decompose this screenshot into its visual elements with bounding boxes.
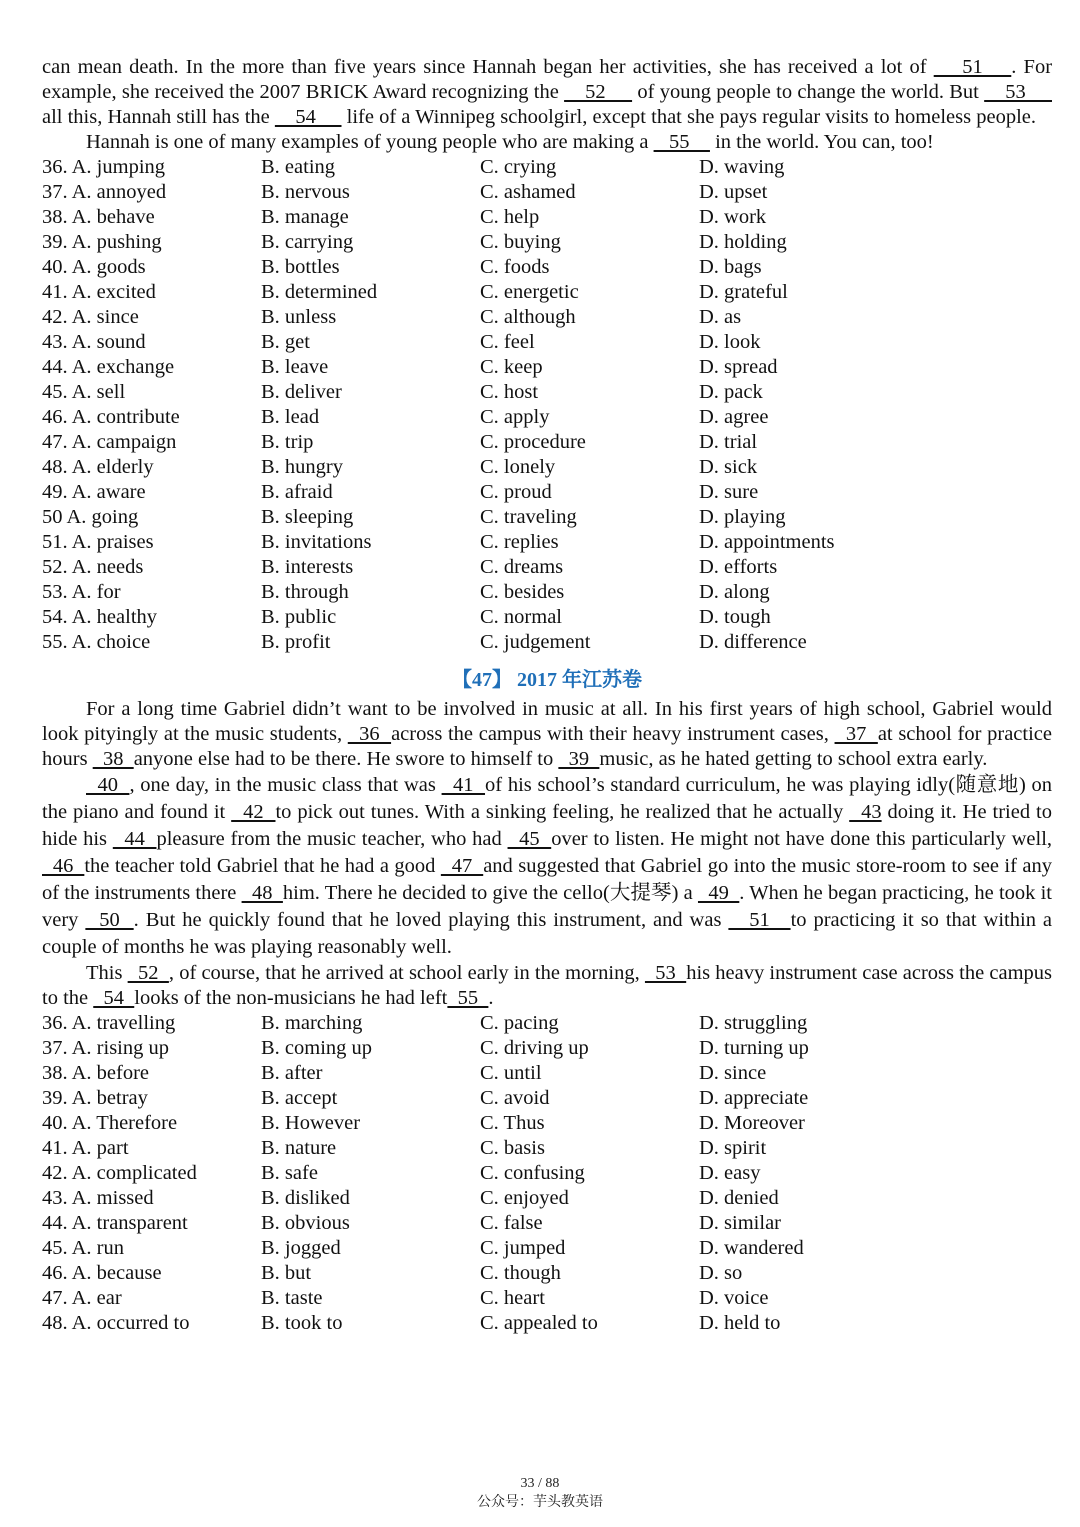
passage-text: . When he began practicing, he took it very xyxy=(42,882,1052,931)
option-b: B. unless xyxy=(261,306,337,328)
section-heading: 【47】 2017 年江苏卷 xyxy=(452,669,642,691)
option-b: B. sleeping xyxy=(261,506,354,528)
option-row xyxy=(42,505,1052,530)
option-c: C. lonely xyxy=(480,456,556,478)
option-b: B. accept xyxy=(261,1087,338,1109)
option-d: D. tough xyxy=(699,606,771,628)
option-row xyxy=(42,630,1052,655)
option-b: B. manage xyxy=(261,206,349,228)
option-a: 49. A. aware xyxy=(42,481,146,503)
answer-blank: 45 xyxy=(507,828,552,850)
option-c: C. pacing xyxy=(480,1012,559,1034)
option-c: C. host xyxy=(480,381,539,403)
passage-text: and suggested that Gabriel go into the music store-room to see if any of the instruments there xyxy=(42,855,1052,904)
option-row xyxy=(42,405,1052,430)
passage2-paragraph-2 xyxy=(42,772,1052,961)
option-c: C. proud xyxy=(480,481,552,503)
answer-blank: 38 xyxy=(92,748,134,770)
option-b: B. interests xyxy=(261,556,354,578)
option-b: B. through xyxy=(261,581,349,603)
option-d: D. waving xyxy=(699,156,785,178)
option-b: B. coming up xyxy=(261,1037,373,1059)
passage-text: doing it. He tried to hide his xyxy=(42,801,1052,850)
footer-source: 公众号：芋头教英语 xyxy=(477,1495,603,1510)
option-a: 47. A. campaign xyxy=(42,431,177,453)
option-row xyxy=(42,1161,1052,1186)
option-c: C. traveling xyxy=(480,506,577,528)
passage2-options xyxy=(42,1011,1052,1336)
option-row xyxy=(42,355,1052,380)
option-b: B. nature xyxy=(261,1137,337,1159)
option-c: C. crying xyxy=(480,156,557,178)
option-row xyxy=(42,1086,1052,1111)
option-d: D. work xyxy=(699,206,767,228)
option-c: C. although xyxy=(480,306,576,328)
option-row xyxy=(42,1286,1052,1311)
option-row xyxy=(42,305,1052,330)
option-d: D. efforts xyxy=(699,556,778,578)
option-a: 44. A. exchange xyxy=(42,356,175,378)
option-d: D. playing xyxy=(699,506,786,528)
passage-text: to practicing it so that within a couple of months he was playing reasonably well. xyxy=(42,909,1052,958)
option-b: B. but xyxy=(261,1262,312,1284)
option-c: C. ashamed xyxy=(480,181,576,203)
passage-text: . xyxy=(488,987,494,1009)
option-row xyxy=(42,555,1052,580)
option-a: 48. A. elderly xyxy=(42,456,154,478)
option-b: B. nervous xyxy=(261,181,350,203)
option-d: D. turning up xyxy=(699,1037,809,1059)
passage-text: across the campus with their heavy instrument cases, xyxy=(391,723,835,745)
option-row xyxy=(42,380,1052,405)
option-d: D. denied xyxy=(699,1187,779,1209)
passage-text: . For example, she received the 2007 BRICK Award recognizing the xyxy=(42,56,1053,103)
option-b: B. took to xyxy=(261,1312,343,1334)
passage-text: in the world. You can, too! xyxy=(709,131,934,153)
option-c: C. basis xyxy=(480,1137,545,1159)
option-d: D. similar xyxy=(699,1212,781,1234)
option-b: B. determined xyxy=(261,281,378,303)
option-d: D. difference xyxy=(699,631,807,653)
option-a: 54. A. healthy xyxy=(42,606,158,628)
option-b: B. leave xyxy=(261,356,329,378)
option-d: D. sure xyxy=(699,481,759,503)
option-row xyxy=(42,255,1052,280)
option-c: C. heart xyxy=(480,1287,545,1309)
option-c: C. though xyxy=(480,1262,561,1284)
option-c: C. false xyxy=(480,1212,543,1234)
passage-text: over to listen. He might not have done this particularly well, xyxy=(551,828,1053,850)
option-a: 50 A. going xyxy=(42,506,139,528)
option-c: C. Thus xyxy=(480,1112,545,1134)
answer-blank: 52 xyxy=(127,962,169,984)
option-b: B. profit xyxy=(261,631,331,653)
option-row xyxy=(42,205,1052,230)
option-d: D. grateful xyxy=(699,281,788,303)
option-b: B. taste xyxy=(261,1287,323,1309)
answer-blank: 51 xyxy=(728,909,791,931)
option-row xyxy=(42,1211,1052,1236)
option-d: D. wandered xyxy=(699,1237,804,1259)
option-c: C. keep xyxy=(480,356,543,378)
option-a: 43. A. missed xyxy=(42,1187,154,1209)
passage2-paragraph-1 xyxy=(42,697,1052,772)
option-d: D. along xyxy=(699,581,770,603)
option-b: B. disliked xyxy=(261,1187,350,1209)
option-a: 36. A. travelling xyxy=(42,1012,176,1034)
option-b: B. marching xyxy=(261,1012,363,1034)
answer-blank: 44 xyxy=(112,828,157,850)
passage-text: his heavy instrument case across the campus to the xyxy=(42,962,1053,1009)
option-b: B. invitations xyxy=(261,531,372,553)
option-a: 36. A. jumping xyxy=(42,156,166,178)
option-d: D. appointments xyxy=(699,531,835,553)
option-c: C. replies xyxy=(480,531,559,553)
answer-blank: 49 xyxy=(697,882,740,904)
option-b: B. after xyxy=(261,1062,323,1084)
passage-text: life of a Winnipeg schoolgirl, except that she pays regular visits to homeless people. xyxy=(341,106,1036,128)
option-c: C. buying xyxy=(480,231,561,253)
option-a: 37. A. rising up xyxy=(42,1037,169,1059)
option-b: B. safe xyxy=(261,1162,318,1184)
answer-blank: 36 xyxy=(347,723,392,745)
option-a: 44. A. transparent xyxy=(42,1212,188,1234)
answer-blank: 53 xyxy=(984,81,1052,103)
option-a: 38. A. behave xyxy=(42,206,155,228)
option-row xyxy=(42,580,1052,605)
passage-text: This xyxy=(86,962,128,984)
passage-text: all this, Hannah still has the xyxy=(42,106,275,128)
answer-blank: 39 xyxy=(558,748,600,770)
option-a: 38. A. before xyxy=(42,1062,150,1084)
option-d: D. so xyxy=(699,1262,743,1284)
answer-blank: 47 xyxy=(440,855,484,877)
option-c: C. judgement xyxy=(480,631,591,653)
option-a: 39. A. betray xyxy=(42,1087,148,1109)
passage-text: . But he quickly found that he loved playing this instrument, and was xyxy=(133,909,729,931)
option-row xyxy=(42,1111,1052,1136)
answer-blank: 41 xyxy=(441,774,486,796)
option-b: B. lead xyxy=(261,406,320,428)
option-a: 47. A. ear xyxy=(42,1287,122,1309)
option-c: C. help xyxy=(480,206,540,228)
option-c: C. besides xyxy=(480,581,565,603)
answer-blank: 53 xyxy=(644,962,687,984)
option-c: C. enjoyed xyxy=(480,1187,569,1209)
answer-blank: 55 xyxy=(653,131,710,153)
option-a: 55. A. choice xyxy=(42,631,151,653)
option-a: 40. A. goods xyxy=(42,256,146,278)
answer-blank: 54 xyxy=(274,106,342,128)
option-row xyxy=(42,1136,1052,1161)
option-b: B. jogged xyxy=(261,1237,341,1259)
option-b: B. However xyxy=(261,1112,361,1134)
option-a: 45. A. sell xyxy=(42,381,126,403)
option-c: C. energetic xyxy=(480,281,579,303)
answer-blank: 50 xyxy=(85,909,134,931)
passage1-options xyxy=(42,155,1052,655)
option-a: 42. A. complicated xyxy=(42,1162,197,1184)
option-d: D. struggling xyxy=(699,1012,808,1034)
option-b: B. get xyxy=(261,331,310,353)
option-row xyxy=(42,155,1052,180)
option-d: D. spirit xyxy=(699,1137,767,1159)
option-row xyxy=(42,1236,1052,1261)
passage-text: can mean death. In the more than five years since Hannah began her activities, she has received a lot of xyxy=(42,56,934,78)
option-b: B. trip xyxy=(261,431,314,453)
option-d: D. upset xyxy=(699,181,768,203)
option-row xyxy=(42,455,1052,480)
answer-blank: 40 xyxy=(86,774,130,796)
option-a: 46. A. contribute xyxy=(42,406,180,428)
option-b: B. hungry xyxy=(261,456,343,478)
answer-blank: 46 xyxy=(42,855,85,877)
option-row xyxy=(42,180,1052,205)
answer-blank: 37 xyxy=(834,723,878,745)
option-d: D. voice xyxy=(699,1287,769,1309)
passage-text: , of course, that he arrived at school early in the morning, xyxy=(168,962,645,984)
option-d: D. spread xyxy=(699,356,778,378)
option-b: B. bottles xyxy=(261,256,340,278)
option-b: B. obvious xyxy=(261,1212,350,1234)
option-c: C. driving up xyxy=(480,1037,589,1059)
option-c: C. avoid xyxy=(480,1087,550,1109)
passage-text: looks of the non-musicians he had left xyxy=(134,987,448,1009)
passage1-paragraph-2 xyxy=(42,130,1052,155)
passage-text: For a long time Gabriel didn’t want to be involved in music at all. In his first years of high school, Gabriel would look pityingly at the music students, xyxy=(42,698,1052,745)
option-b: B. afraid xyxy=(261,481,333,503)
passage-text: anyone else had to be there. He swore to himself to xyxy=(133,748,559,770)
option-d: D. Moreover xyxy=(699,1112,805,1134)
passage-text: to pick out tunes. With a sinking feeling, he realized that he actually xyxy=(275,801,850,823)
passage-text: Hannah is one of many examples of young people who are making a xyxy=(86,131,654,153)
passage-text: of young people to change the world. But xyxy=(632,81,985,103)
answer-blank: 54 xyxy=(93,987,135,1009)
option-c: C. jumped xyxy=(480,1237,566,1259)
option-d: D. as xyxy=(699,306,742,328)
option-d: D. since xyxy=(699,1062,767,1084)
option-row xyxy=(42,430,1052,455)
answer-blank: 42 xyxy=(231,801,276,823)
option-row xyxy=(42,230,1052,255)
option-d: D. easy xyxy=(699,1162,761,1184)
option-row xyxy=(42,1261,1052,1286)
option-row xyxy=(42,330,1052,355)
option-b: B. deliver xyxy=(261,381,342,403)
answer-blank: 52 xyxy=(564,81,633,103)
option-c: C. apply xyxy=(480,406,550,428)
answer-blank: 51 xyxy=(933,56,1012,78)
passage-text: of his school’s standard curriculum, he was playing idly(随意地) on the piano and found it xyxy=(42,774,1053,823)
passage-text: at school for practice hours xyxy=(42,723,1052,770)
passage-text: music, as he hated getting to school extra early. xyxy=(599,748,988,770)
option-row xyxy=(42,480,1052,505)
passage-text: him. There he decided to give the cello(大提琴) a xyxy=(282,882,698,904)
option-a: 40. A. Therefore xyxy=(42,1112,178,1134)
option-row xyxy=(42,1061,1052,1086)
option-a: 52. A. needs xyxy=(42,556,144,578)
option-a: 46. A. because xyxy=(42,1262,162,1284)
passage-text: , one day, in the music class that was xyxy=(129,774,442,796)
option-a: 45. A. run xyxy=(42,1237,124,1259)
option-row xyxy=(42,280,1052,305)
page-number: 33 / 88 xyxy=(520,1476,560,1491)
option-a: 53. A. for xyxy=(42,581,121,603)
option-a: 41. A. part xyxy=(42,1137,129,1159)
option-a: 43. A. sound xyxy=(42,331,146,353)
option-a: 39. A. pushing xyxy=(42,231,162,253)
answer-blank: 43 xyxy=(849,801,882,823)
option-d: D. held to xyxy=(699,1312,781,1334)
option-row xyxy=(42,1011,1052,1036)
document-page xyxy=(42,55,1052,1336)
option-c: C. until xyxy=(480,1062,542,1084)
option-d: D. look xyxy=(699,331,761,353)
option-c: C. dreams xyxy=(480,556,564,578)
option-d: D. holding xyxy=(699,231,787,253)
option-row xyxy=(42,1036,1052,1061)
passage-text: the teacher told Gabriel that he had a good xyxy=(84,855,441,877)
option-c: C. feel xyxy=(480,331,535,353)
option-b: B. public xyxy=(261,606,337,628)
option-b: B. eating xyxy=(261,156,336,178)
option-row xyxy=(42,1186,1052,1211)
passage1-paragraph-1 xyxy=(42,55,1052,130)
option-b: B. carrying xyxy=(261,231,354,253)
answer-blank: 55 xyxy=(447,987,489,1009)
option-c: C. confusing xyxy=(480,1162,585,1184)
option-d: D. sick xyxy=(699,456,758,478)
option-a: 37. A. annoyed xyxy=(42,181,167,203)
option-d: D. trial xyxy=(699,431,758,453)
answer-blank: 48 xyxy=(241,882,283,904)
option-a: 48. A. occurred to xyxy=(42,1312,190,1334)
option-d: D. bags xyxy=(699,256,762,278)
option-d: D. appreciate xyxy=(699,1087,809,1109)
option-c: C. foods xyxy=(480,256,550,278)
option-d: D. agree xyxy=(699,406,769,428)
passage-text: pleasure from the music teacher, who had xyxy=(156,828,508,850)
option-c: C. normal xyxy=(480,606,562,628)
option-a: 42. A. since xyxy=(42,306,139,328)
option-row xyxy=(42,605,1052,630)
option-d: D. pack xyxy=(699,381,763,403)
passage2-paragraph-3 xyxy=(42,961,1052,1011)
option-row xyxy=(42,1311,1052,1336)
option-row xyxy=(42,530,1052,555)
option-c: C. appealed to xyxy=(480,1312,598,1334)
option-a: 41. A. excited xyxy=(42,281,156,303)
option-a: 51. A. praises xyxy=(42,531,154,553)
option-c: C. procedure xyxy=(480,431,586,453)
